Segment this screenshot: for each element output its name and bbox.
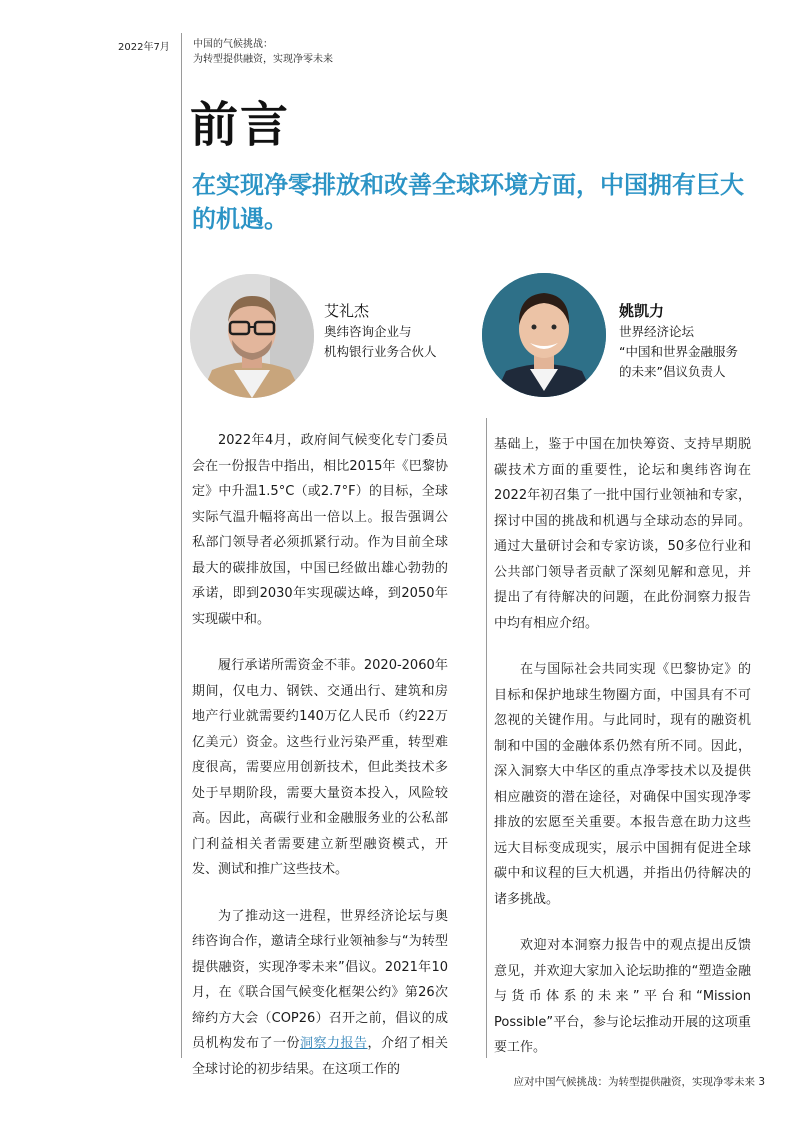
column-divider — [486, 418, 487, 1058]
header-title-line2: 为转型提供融资，实现净零未来 — [193, 54, 333, 65]
person-role-line: “中国和世界金融服务 — [619, 344, 738, 359]
paragraph: 履行承诺所需资金不菲。2020-2060年期间，仅电力、钢铁、交通出行、建筑和房地产行业就需要约140万亿人民币（约22万亿美元）资金。这些行业污染严重，转型难度很高，需要应用创新技术，但此类技术多处于早期阶段，需要大量资本投入，风险较高。因此，高碳行业和金融服务业的公私部门利益相关者需要建立新型融资模式，开发、测试和推广这些技术。 — [192, 658, 448, 877]
paragraph: 2022年4月，政府间气候变化专门委员会在一份报告中指出，相比2015年《巴黎协定》中升温1.5°C（或2.7°F）的目标，全球实际气温升幅将高出一倍以上。报告强调公私部门领导者必须抓紧行动。作为目前全球最大的碳排放国，中国已经做出雄心勃勃的承诺，即到2030年实现碳达峰，到2050年实现碳中和。 — [192, 433, 448, 627]
person-card-2 — [619, 300, 779, 382]
body-column-right — [494, 432, 751, 1082]
person-role-line: 的未来”倡议负责人 — [619, 364, 726, 379]
page-title: 前言 — [190, 97, 291, 153]
body-column-left — [192, 428, 448, 1103]
paragraph: 在与国际社会共同实现《巴黎协定》的目标和保护地球生物圈方面，中国具有不可忽视的关键作用。与此同时，现有的融资机制和中国的金融体系仍然有所不同。因此，深入洞察大中华区的重点净零技术以及提供相应融资的潜在途径，对确保中国实现净零排放的宏愿至关重要。本报告意在助力这些远大目标变成现实，展示中国拥有促进全球碳中和议程的巨大机遇，并指出仍待解决的诸多挑战。 — [494, 662, 751, 907]
paragraph: 欢迎对本洞察力报告中的观点提出反馈意见，并欢迎大家加入论坛助推的“塑造金融与货币体系的未来”平台和“Mission Possible”平台，参与论坛推动开展的这项重要工作。 — [494, 938, 751, 1055]
page-number: 3 — [758, 1076, 765, 1088]
avatar-photo-2 — [482, 273, 606, 397]
footer-title: 应对中国气候挑战：为转型提供融资，实现净零未来 — [513, 1076, 755, 1088]
person-role-line: 奥纬咨询企业与 — [324, 324, 412, 339]
paragraph-text: 为了推动这一进程，世界经济论坛与奥纬咨询合作，邀请全球行业领袖参与“为转型提供融资，实现净零未来”倡议。2021年10月，在《联合国气候变化框架公约》第26次缔约方大会（COP26）召开之前，倡议的成员机构发布了一份 — [192, 908, 448, 1051]
page-subtitle: 在实现净零排放和改善全球环境方面，中国拥有巨大的机遇。 — [192, 171, 744, 233]
left-divider — [181, 33, 182, 1058]
header-report-title — [193, 37, 333, 67]
person-role-line: 机构银行业务合伙人 — [324, 344, 437, 359]
paragraph — [192, 904, 448, 1083]
header-title-line1: 中国的气候挑战： — [193, 39, 273, 50]
paragraph: 基础上，鉴于中国在加快筹资、支持早期脱碳技术方面的重要性，论坛和奥纬咨询在2022年初召集了一批中国行业领袖和专家，探讨中国的挑战和机遇与全球动态的异同。通过大量研讨会和专家访谈，50多位行业和公共部门领导者贡献了深刻见解和意见，并提出了有待解决的问题，在此份洞察力报告中均有相应介绍。 — [494, 437, 751, 631]
paragraph-text: ，介绍了相关全球讨论的初步结果。在这项工作的 — [192, 1036, 448, 1077]
page-footer — [513, 1074, 765, 1089]
person-name: 姚凯力 — [619, 302, 665, 320]
person-card-1 — [324, 300, 437, 362]
header-date: 2022年7月 — [118, 42, 170, 53]
person-name: 艾礼杰 — [324, 302, 370, 320]
avatar-photo-1 — [190, 274, 314, 398]
insight-report-link[interactable]: 洞察力报告 — [299, 1036, 368, 1051]
person-role-line: 世界经济论坛 — [619, 324, 695, 339]
